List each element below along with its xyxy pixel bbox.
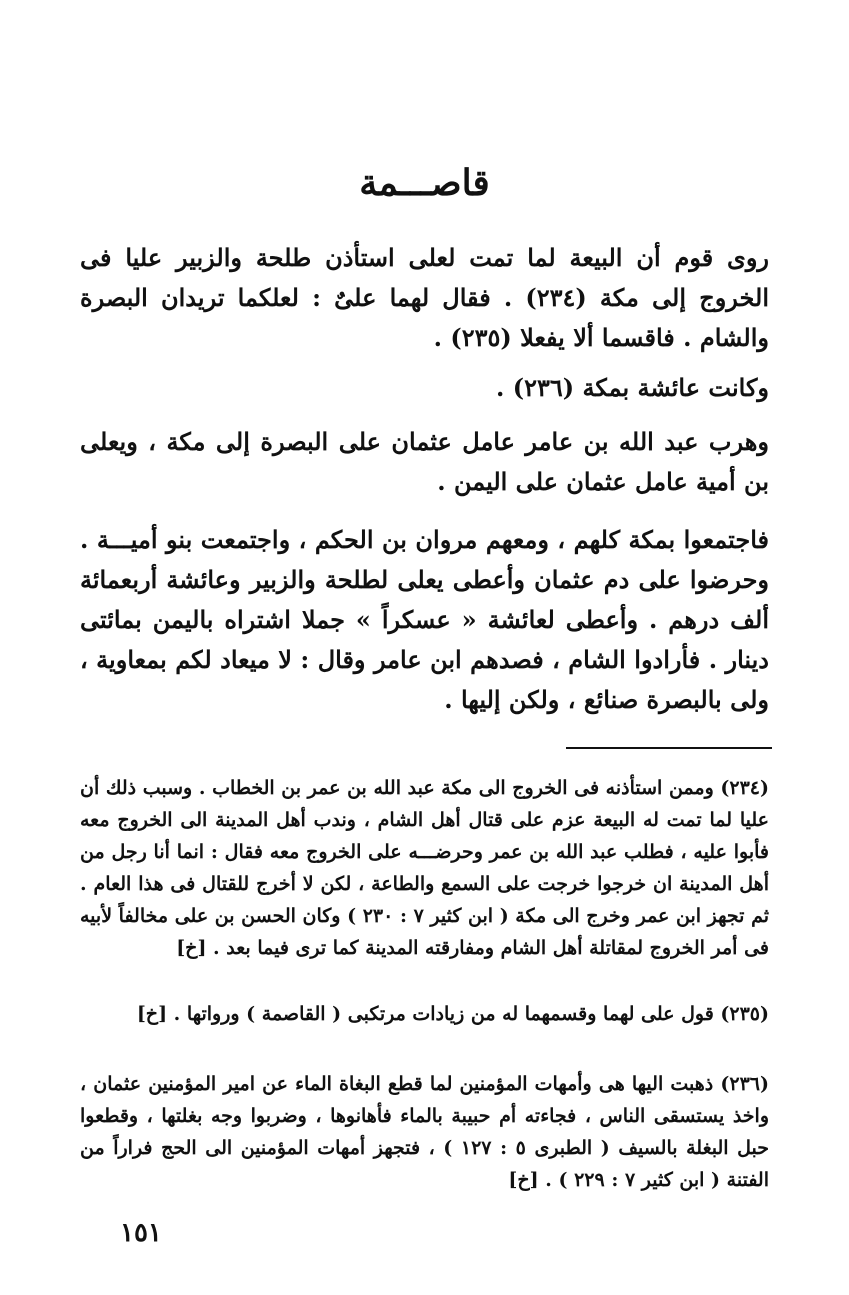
- footnote-text: (٢٣٥) قول على لهما وقسمهما له من زيادات مرتكبى ( القاصمة ) ورواتها . [خ]: [136, 1003, 769, 1025]
- paragraph-text: فاجتمعوا بمكة كلهم ، ومعهم مروان بن الحكم ، واجتمعت بنو أميـــة . وحرضوا على دم عثمان وأعطى يعلى لطلحة والزبير وعائشة أربعمائة ألف درهم . وأعطى لعائشة « عسكراً » جملا اشتراه باليمن بمائتى دينار . فأرادوا الشام ، فصدهم ابن عامر وقال : لا ميعاد لكم بمعاوية ، ولى بالبصرة صنائع ، ولكن إليها .: [80, 525, 769, 714]
- paragraph: [80, 238, 769, 358]
- footnote: [80, 998, 769, 1030]
- paragraph-text: روى قوم أن البيعة لما تمت لعلى استأذن طلحة والزبير عليا فى الخروج إلى مكة (٢٣٤) . فقال لهما علىٌ : لعلكما تريدان البصرة والشام . فاقسما ألا يفعلا (٢٣٥) .: [80, 243, 769, 352]
- paragraph-text: وهرب عبد الله بن عامر عامل عثمان على البصرة إلى مكة ، ويعلى بن أمية عامل عثمان على اليمن .: [80, 427, 769, 496]
- paragraph: [80, 422, 769, 502]
- paragraph: [80, 368, 769, 408]
- footnote-text: (٢٣٤) وممن استأذنه فى الخروج الى مكة عبد الله بن عمر بن الخطاب . وسبب ذلك أن عليا لما تمت له البيعة عزم على قتال أهل الشام ، وندب أهل المدينة الى الخروج معه فأبوا عليه ، فطلب عبد الله بن عمر وحرضـــه على الخروج معه فقال : انما أنا رجل من أهل المدينة ان خرجوا خرجت على السمع والطاعة ، لكن لا أخرج للقتال فى هذا العام . ثم تجهز ابن عمر وخرج الى مكة ( ابن كثير ٧ : ٢٣٠ ) وكان الحسن بن على مخالفاً لأبيه فى أمر الخروج لمقاتلة أهل الشام ومفارقته المدينة كما ترى فيما بعد . [خ]: [80, 777, 769, 959]
- paragraph-text: وكانت عائشة بمكة (٢٣٦) .: [495, 373, 769, 402]
- footnote-text: (٢٣٦) ذهبت اليها هى وأمهات المؤمنين لما قطع البغاة الماء عن امير المؤمنين عثمان ، واخذ يستسقى الناس ، فجاءته أم حبيبة بالماء فأهانوها ، وضربوا وجه بغلتها ، وقطعوا حبل البغلة بالسيف ( الطبرى ٥ : ١٢٧ ) ، فتجهز أمهات المؤمنين الى الحج فراراً من الفتنة ( ابن كثير ٧ : ٢٢٩ ) . [خ]: [80, 1073, 769, 1191]
- page-title: قاصـــمة: [359, 162, 490, 204]
- footnote: [80, 1068, 769, 1196]
- paragraph: [80, 520, 769, 720]
- footnote: [80, 772, 769, 964]
- page-number: ١٥١: [120, 1218, 162, 1248]
- footnote-separator: [566, 747, 772, 749]
